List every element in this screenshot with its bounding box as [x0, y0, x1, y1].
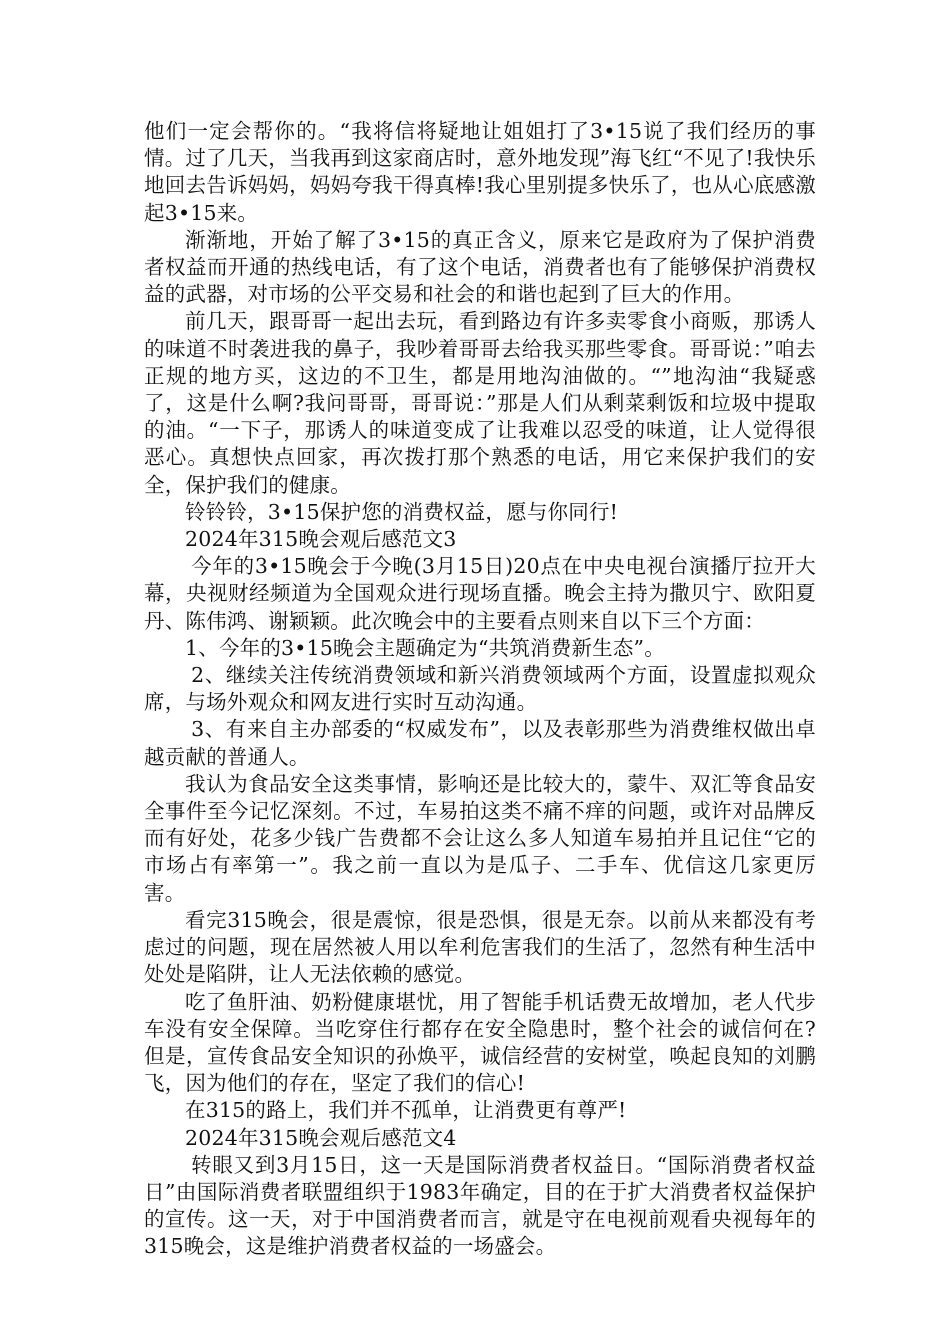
paragraph: 渐渐地，开始了解了3•15的真正含义，原来它是政府为了保护消费者权益而开通的热线电话，有了这个电话，消费者也有了能够保护消费权益的武器，对市场的公平交易和社会的和谐也起到了巨大的作用。	[144, 227, 816, 307]
paragraph: 前几天，跟哥哥一起出去玩，看到路边有许多卖零食小商贩，那诱人的味道不时袭进我的鼻子，我吵着哥哥去给我买那些零食。哥哥说：”咱去正规的地方买，这边的不卫生，都是用地沟油做的。“”地沟油“我疑惑了，这是什么啊?我问哥哥，哥哥说：”那是人们从剩菜剩饭和垃圾中提取的油。“一下子，那诱人的味道变成了让我难以忍受的味道，让人觉得很恶心。真想快点回家，再次拨打那个熟悉的电话，用它来保护我们的安全，保护我们的健康。	[144, 309, 816, 497]
section-heading: 2024年315晚会观后感范文4	[185, 1125, 457, 1150]
list-item: 3、有来自主办部委的“权威发布”，以及表彰那些为消费维权做出卓越贡献的普通人。	[144, 717, 816, 769]
list-item: 2、继续关注传统消费领域和新兴消费领域两个方面，设置虚拟观众席，与场外观众和网友进行实时互动沟通。	[144, 663, 816, 715]
paragraph: 转眼又到3月15日，这一天是国际消费者权益日。“国际消费者权益日”由国际消费者联盟组织于1983年确定，目的在于扩大消费者权益保护的宣传。这一天，对于中国消费者而言，就是守在电视前观看央视每年的315晚会，这是维护消费者权益的一场盛会。	[144, 1152, 816, 1259]
paragraph-continuation: 他们一定会帮你的。“我将信将疑地让姐姐打了3•15说了我们经历的事情。过了几天，当我再到这家商店时，意外地发现”海飞红“不见了!我快乐地回去告诉妈妈，妈妈夸我干得真棒!我心里别提多快乐了，也从心底感激起3•15来。	[144, 119, 816, 225]
document-body	[144, 118, 816, 1261]
paragraph: 吃了鱼肝油、奶粉健康堪忧，用了智能手机话费无故增加，老人代步车没有安全保障。当吃穿住行都存在安全隐患时，整个社会的诚信何在?但是，宣传食品安全知识的孙焕平，诚信经营的安树堂，唤起良知的刘鹏飞，因为他们的存在，坚定了我们的信心!	[144, 989, 816, 1096]
paragraph: 我认为食品安全这类事情，影响还是比较大的，蒙牛、双汇等食品安全事件至今记忆深刻。不过，车易拍这类不痛不痒的问题，或许对品牌反而有好处，花多少钱广告费都不会让这么多人知道车易拍并且记住“它的市场占有率第一”。我之前一直以为是瓜子、二手车、优信这几家更厉害。	[144, 771, 816, 905]
paragraph: 铃铃铃，3•15保护您的消费权益，愿与你同行!	[185, 499, 619, 524]
paragraph: 看完315晚会，很是震惊，很是恐惧，很是无奈。以前从来都没有考虑过的问题，现在居然被人用以牟利危害我们的生活了，忽然有种生活中处处是陷阱，让人无法依赖的感觉。	[144, 907, 816, 987]
list-item: 1、今年的3•15晚会主题确定为“共筑消费新生态”。	[185, 635, 665, 660]
paragraph: 在315的路上，我们并不孤单，让消费更有尊严!	[185, 1098, 627, 1123]
section-heading: 2024年315晚会观后感范文3	[185, 527, 457, 552]
paragraph: 今年的3•15晚会于今晚(3月15日)20点在中央电视台演播厅拉开大幕，央视财经频道为全国观众进行现场直播。晚会主持为撒贝宁、欧阳夏丹、陈伟鸿、谢颖颖。此次晚会中的主要看点则来自以下三个方面：	[144, 554, 816, 633]
